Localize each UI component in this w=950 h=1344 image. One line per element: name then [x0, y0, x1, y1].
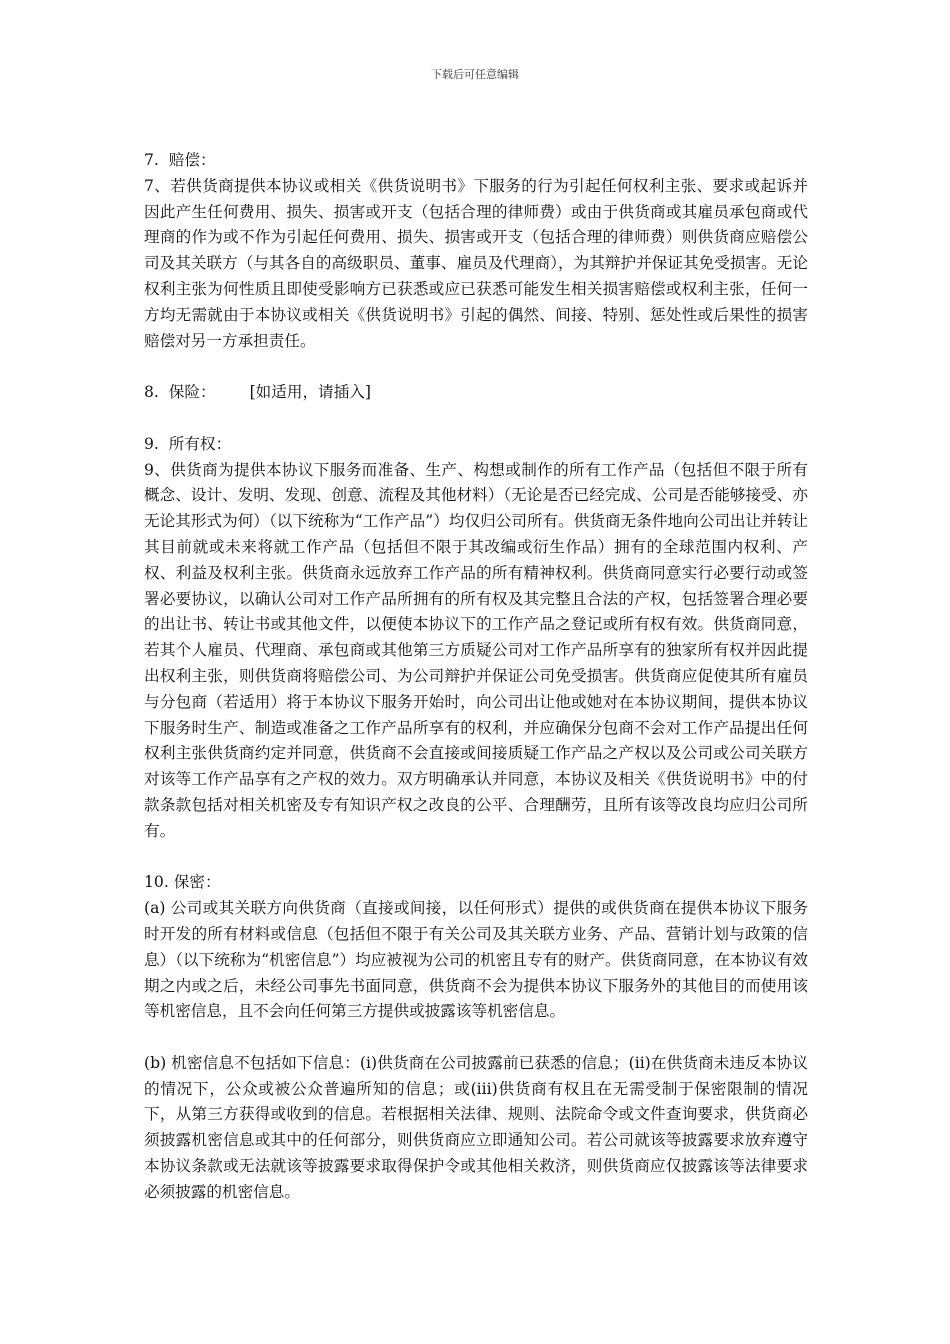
section-7-body: 7、若供货商提供本协议或相关《供货说明书》下服务的行为引起任何权利主张、要求或起诉并因此产生任何费用、损失、损害或开支（包括合理的律师费）或由于供货商或其雇员承包商或代理商的作为或不作为引起任何费用、损失、损害或开支（包括合理的律师费）则供货商应赔偿公司及其关联方（与其各自的高级职员、董事、雇员及代理商），为其辩护并保证其免受损害。无论权利主张为何性质且即使受影响方已获悉或应已获悉可能发生相关损害赔偿或权利主张，任何一方均无需就由于本协议或相关《供货说明书》引起的偶然、间接、特别、惩处性或后果性的损害赔偿对另一方承担责任。 — [144, 176, 808, 350]
section-10-para-b: (b) 机密信息不包括如下信息：(i)供货商在公司披露前已获悉的信息；(ii)在供货商未违反本协议的情况下，公众或被公众普遍所知的信息；或(iii)供货商有权且在无需受制于保密限制的情况下，从第三方获得或收到的信息。若根据相关法律、规则、法院命令或文件查询要求，供货商必须披露机密信息或其中的任何部分，则供货商应立即通知公司。若公司就该等披露要求放弃遵守本协议条款或无法就该等披露要求取得保护令或其他相关救济，则供货商应仅披露该等法律要求必须披露的机密信息。 — [144, 1053, 808, 1201]
section-10-para-a: (a) 公司或其关联方向供货商（直接或间接，以任何形式）提供的或供货商在提供本协议下服务时开发的所有材料或信息（包括但不限于有关公司及其关联方业务、产品、营销计划与政策的信息）（以下统称为“机密信息”）均应被视为公司的机密且专有的财产。供货商同意，在本协议有效期之内或之后，未经公司事先书面同意，供货商不会为提供本协议下服务外的其他目的而使用该等机密信息，且不会向任何第三方提供或披露该等机密信息。 — [144, 899, 808, 1021]
document-body — [144, 148, 808, 1206]
paragraph-spacer — [144, 1025, 808, 1051]
section-8-insert-placeholder: [如适用，请插入] — [249, 383, 371, 402]
section-8-heading: 8. 保险： — [144, 383, 216, 402]
paragraph-spacer — [144, 354, 808, 380]
paragraph-spacer — [144, 845, 808, 871]
section-9-heading: 9. 所有权： — [144, 434, 232, 453]
section-10-heading: 10. 保密： — [144, 873, 221, 892]
page-header-note: 下载后可任意编辑 — [431, 68, 519, 81]
paragraph-spacer — [144, 406, 808, 432]
section-7-heading: 7. 赔偿： — [144, 151, 216, 169]
section-8-heading-row — [144, 380, 808, 406]
section-9-body: 9、供货商为提供本协议下服务而准备、生产、构想或制作的所有工作产品（包括但不限于所有概念、设计、发明、发现、创意、流程及其他材料）（无论是否已经完成、公司是否能够接受、亦无论其形式为何）（以下统称为“工作产品”）均仅归公司所有。供货商无条件地向公司出让并转让其目前就或未来将就工作产品（包括但不限于其改编或衍生作品）拥有的全球范围内权利、产权、利益及权利主张。供货商永远放弃工作产品的所有精神权利。供货商同意实行必要行动或签署必要协议，以确认公司对工作产品所拥有的所有权及其完整且合法的产权，包括签署合理必要的出让书、转让书或其他文件，以便使本协议下的工作产品之登记或所有权有效。供货商同意，若其个人雇员、代理商、承包商或其他第三方质疑公司对工作产品所享有的独家所有权并因此提出权利主张，则供货商将赔偿公司、为公司辩护并保证公司免受损害。供货商应促使其所有雇员与分包商（若适用）将于本协议下服务开始时，向公司出让他或她对在本协议期间，提供本协议下服务时生产、制造或准备之工作产品所享有的权利，并应确保分包商不会对工作产品提出任何权利主张供货商约定并同意，供货商不会直接或间接质疑工作产品之产权以及公司或公司关联方对该等工作产品享有之产权的效力。双方明确承认并同意，本协议及相关《供货说明书》中的付款条款包括对相关机密及专有知识产权之改良的公平、合理酬劳，且所有该等改良均应归公司所有。 — [144, 460, 808, 840]
